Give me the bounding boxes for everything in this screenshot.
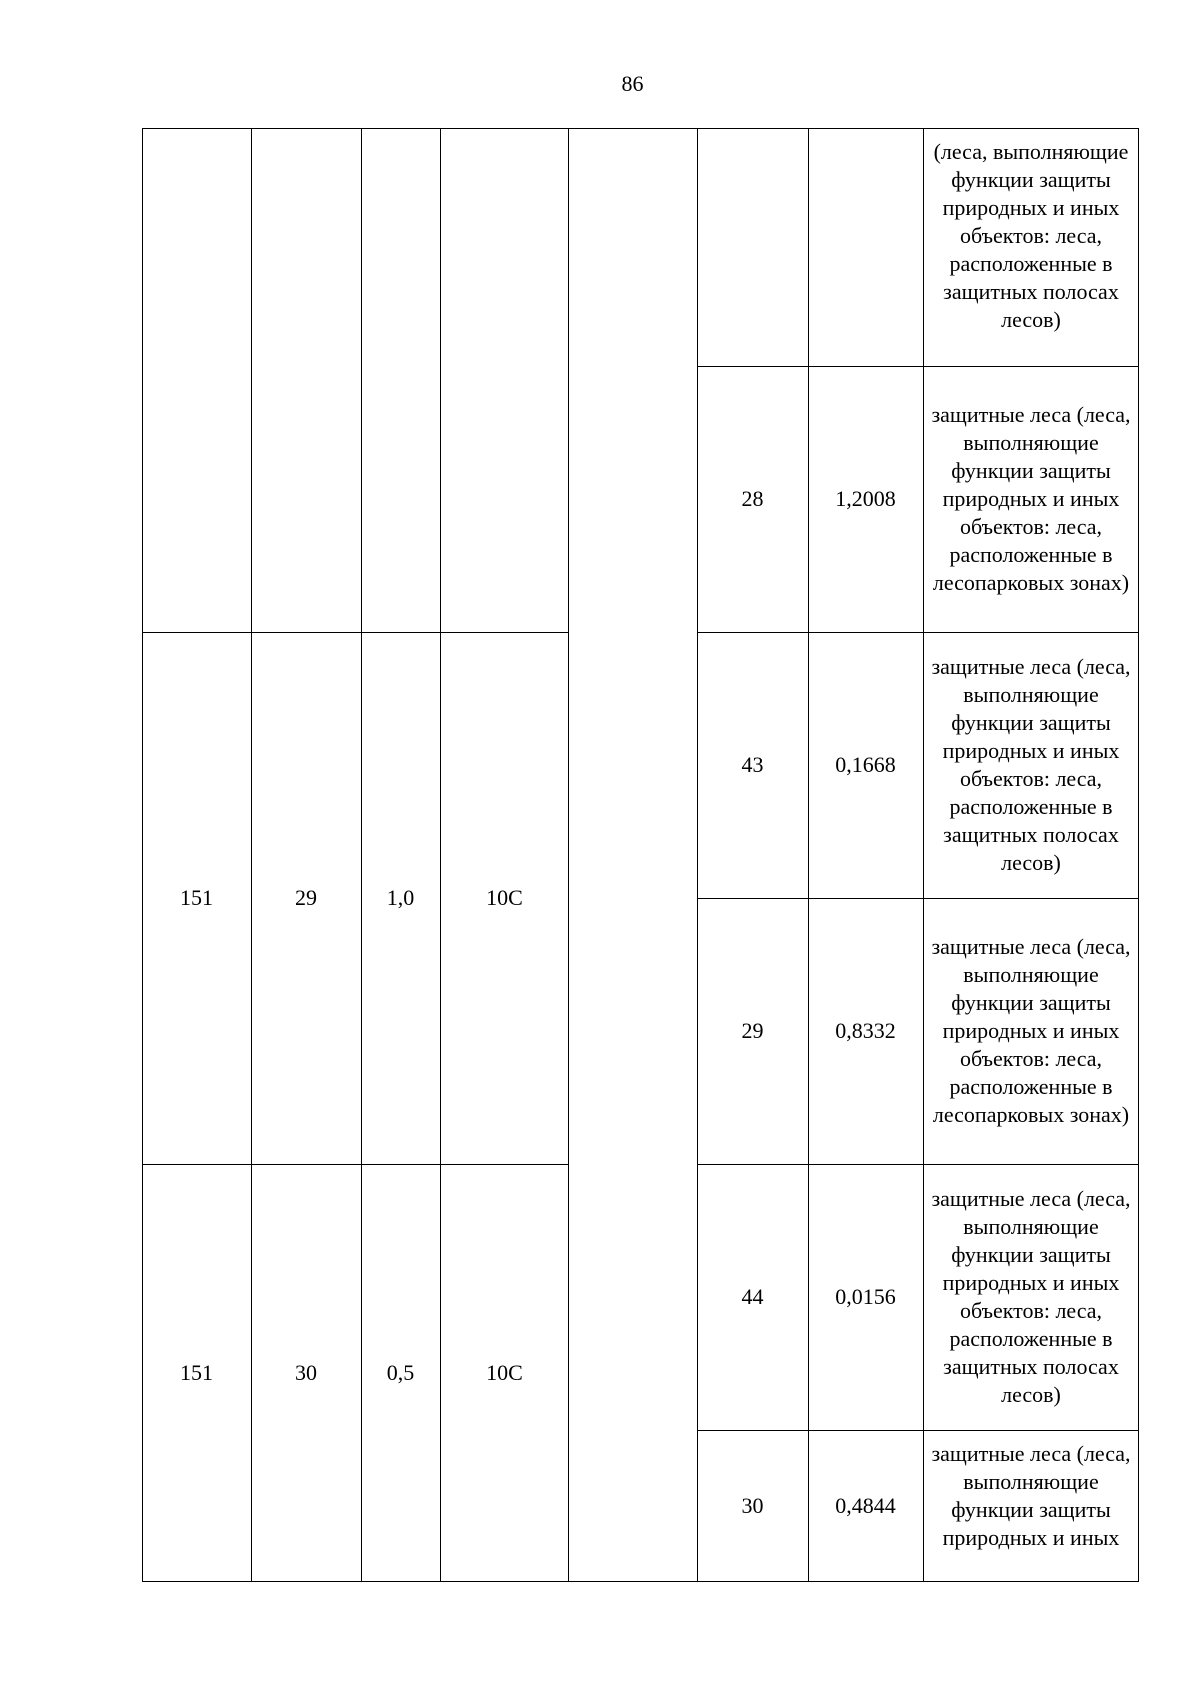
row-area-cell: 0,4844 xyxy=(835,1493,896,1518)
row-area-cell: 0,8332 xyxy=(835,1018,896,1043)
group-cell-3: 0,5 xyxy=(386,1360,415,1385)
row-description-cell: защитные леса (леса, выполняющие функции защиты природных и иных объектов: леса, расположенные в лесопарковых зонах) xyxy=(931,402,1131,595)
row-number-cell: 43 xyxy=(741,752,764,777)
row-description-cell: защитные леса (леса, выполняющие функции защиты природных и иных объектов: леса, расположенные в защитных полосах лесов) xyxy=(931,1186,1131,1407)
row-area-cell: 0,0156 xyxy=(835,1284,896,1309)
row-description-cell: (леса, выполняющие функции защиты природных и иных объектов: леса, расположенные в защитных полосах лесов) xyxy=(933,139,1129,332)
row-area-cell: 0,1668 xyxy=(835,752,896,777)
row-description-cell: защитные леса (леса, выполняющие функции защиты природных и иных xyxy=(931,1441,1131,1550)
row-number-cell: 28 xyxy=(741,486,764,511)
row-number-cell: 30 xyxy=(741,1493,764,1518)
row-description-cell: защитные леса (леса, выполняющие функции защиты природных и иных объектов: леса, расположенные в лесопарковых зонах) xyxy=(931,934,1131,1127)
row-number-cell: 29 xyxy=(741,1018,764,1043)
group-cell-1: 151 xyxy=(180,885,213,910)
page-number: 86 xyxy=(621,71,644,96)
row-number-cell: 44 xyxy=(741,1284,764,1309)
group-cell-4: 10С xyxy=(486,885,523,910)
group-cell-3 xyxy=(361,128,440,632)
group-cell-2: 29 xyxy=(295,885,317,910)
row-number-cell xyxy=(697,128,808,366)
group-cell-2 xyxy=(251,128,361,632)
group-cell-3: 1,0 xyxy=(386,885,415,910)
group-cell-2: 30 xyxy=(295,1360,317,1385)
group-cell-1: 151 xyxy=(180,1360,213,1385)
group-cell-1 xyxy=(142,128,251,632)
row-area-cell xyxy=(808,128,923,366)
row-description-cell: защитные леса (леса, выполняющие функции защиты природных и иных объектов: леса, расположенные в защитных полосах лесов) xyxy=(931,654,1131,875)
middle-column-border xyxy=(568,128,698,1582)
group-cell-4: 10С xyxy=(486,1360,523,1385)
group-cell-4 xyxy=(440,128,569,632)
row-area-cell: 1,2008 xyxy=(835,486,896,511)
